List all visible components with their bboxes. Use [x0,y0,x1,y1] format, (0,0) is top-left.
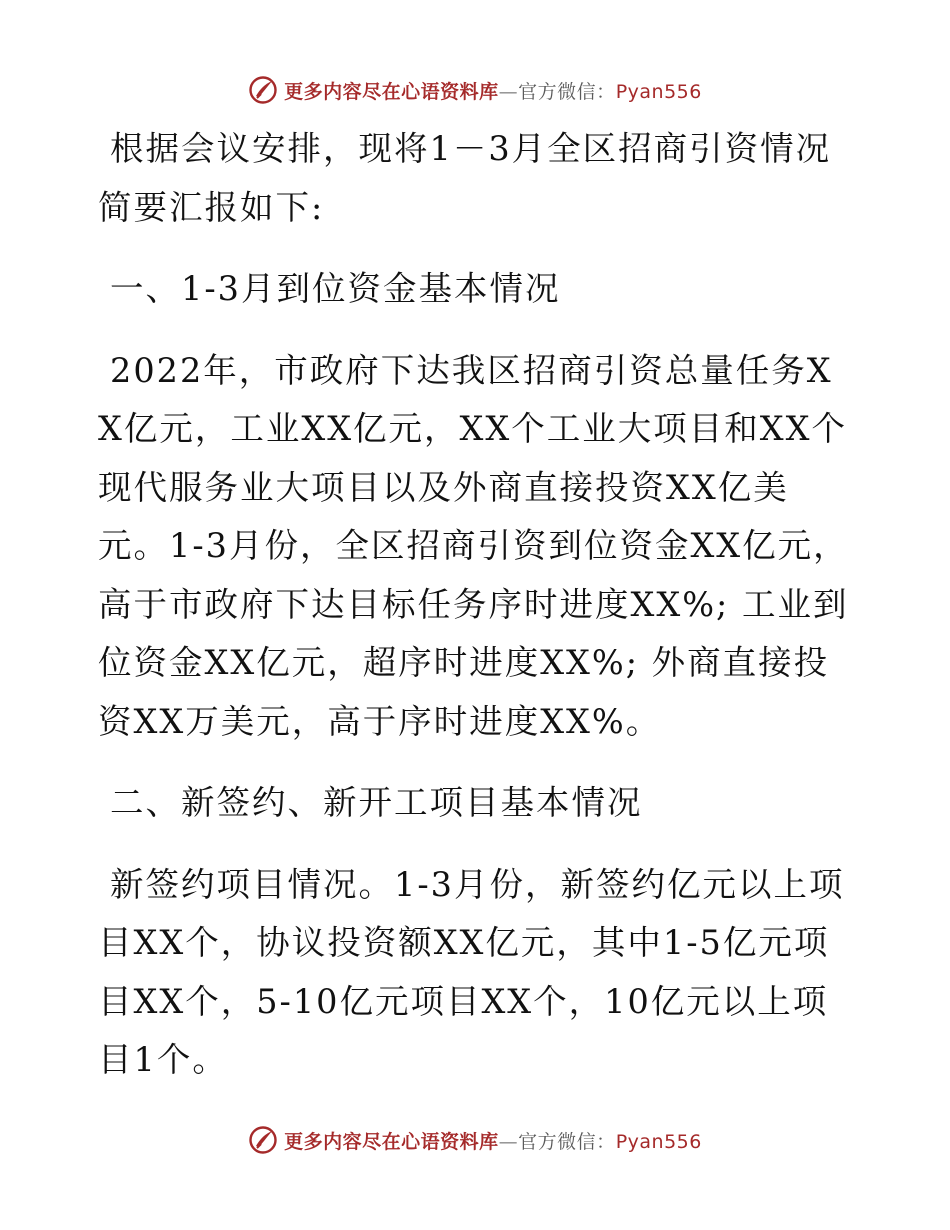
watermark-text [284,1127,702,1154]
signed-projects-paragraph: 新签约项目情况。1-3月份，新签约亿元以上项目XX个，协议投资额XX亿元，其中1-5亿元项目XX个，5-10亿元项目XX个，10亿元以上项目1个。 [98,864,845,1079]
watermark-main: 更多内容尽在心语资料库 [284,80,499,103]
watermark-banner-bottom [0,1120,950,1160]
watermark-wechat-id: Pyan556 [615,80,702,103]
section-heading-1: 一、1-3月到位资金基本情况 [110,269,561,308]
funding-paragraph: 2022年，市政府下达我区招商引资总量任务XX亿元，工业XX亿元，XX个工业大项目和XX个现代服务业大项目以及外商直接投资XX亿美元。1-3月份，全区招商引资到位资金XX亿元，高于市政府下达目标任务序时进度XX%; 工业到位资金XX亿元，超序时进度XX%; 外商直接投资XX万美元，高于序时进度XX%。 [98,350,849,741]
watermark-wechat-id: Pyan556 [615,1130,702,1153]
watermark-banner-top [0,70,950,110]
watermark-official: 官方微信： [518,80,616,103]
section-heading-2: 二、新签约、新开工项目基本情况 [110,783,643,822]
intro-paragraph: 根据会议安排，现将1－3月全区招商引资情况简要汇报如下: [98,129,832,227]
watermark-main: 更多内容尽在心语资料库 [284,1130,499,1153]
document-body [98,120,858,1113]
brand-logo-icon [248,1125,278,1155]
watermark-text [284,77,702,104]
watermark-official: 官方微信： [518,1130,616,1153]
brand-logo-icon [248,75,278,105]
watermark-separator: — [498,80,519,103]
watermark-separator: — [498,1130,519,1153]
